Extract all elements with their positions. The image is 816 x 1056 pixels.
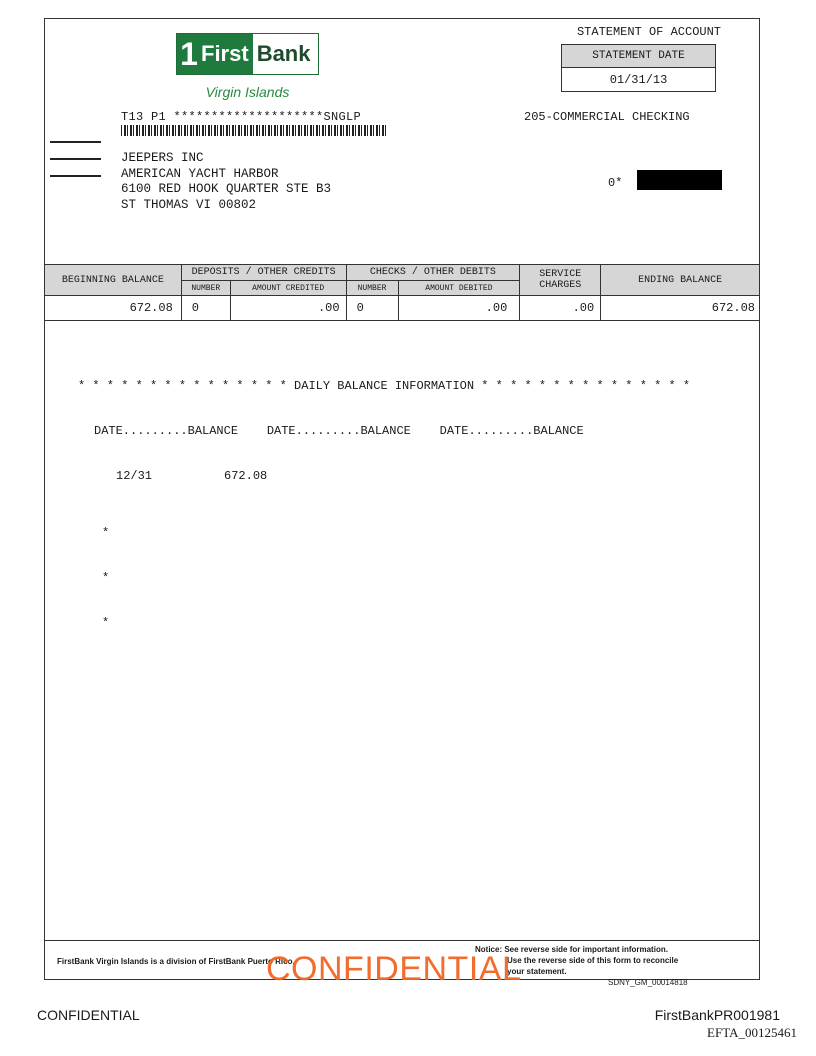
daily-balance-header: DATE.........BALANCE DATE.........BALANCE DATE.........BALANCE bbox=[94, 424, 584, 438]
logo-bank: Bank bbox=[253, 34, 311, 74]
daily-balance-banner: * * * * * * * * * * * * * * * DAILY BALANCE INFORMATION * * * * * * * * * * * * * * * bbox=[78, 379, 691, 393]
redaction-bar bbox=[637, 170, 722, 190]
mail-code-line: T13 P1 ********************SNGLP bbox=[121, 110, 362, 124]
balance-summary-table bbox=[44, 264, 760, 321]
logo-numeral: 1 bbox=[177, 34, 201, 74]
address-line-3: ST THOMAS VI 00802 bbox=[121, 197, 257, 212]
bates-number: FirstBankPR001981 bbox=[654, 1007, 780, 1023]
address-block bbox=[121, 151, 331, 213]
daily-balance-row: 12/31 672.08 bbox=[116, 469, 268, 483]
amount-debited-header: AMOUNT DEBITED bbox=[398, 281, 520, 296]
notice-line-2: Use the reverse side of this form to reconcile bbox=[507, 956, 679, 965]
continuation-star: * bbox=[102, 616, 110, 630]
confidential-label: CONFIDENTIAL bbox=[37, 1007, 140, 1023]
logo-first: First bbox=[201, 34, 253, 74]
service-charges-header: SERVICE CHARGES bbox=[520, 265, 601, 296]
statement-date-box bbox=[561, 44, 716, 92]
continuation-star: * bbox=[102, 571, 110, 585]
ending-balance-value: 672.08 bbox=[601, 296, 760, 321]
beginning-balance-header: BEGINNING BALANCE bbox=[45, 265, 182, 296]
daily-balance-section bbox=[78, 349, 690, 646]
ending-balance-header: ENDING BALANCE bbox=[601, 265, 760, 296]
notice-line-3: your statement. bbox=[507, 967, 567, 976]
confidential-stamp: CONFIDENTIAL bbox=[266, 950, 522, 988]
checks-number-header: NUMBER bbox=[346, 281, 398, 296]
amount-debited-value: .00 bbox=[398, 296, 520, 321]
deposits-number-value: 0 bbox=[181, 296, 230, 321]
statement-date-value: 01/31/13 bbox=[609, 73, 668, 87]
division-note: FirstBank Virgin Islands is a division of FirstBank Puerto Rico. bbox=[57, 957, 295, 966]
checks-header: CHECKS / OTHER DEBITS bbox=[346, 265, 520, 281]
postal-barcode bbox=[121, 125, 387, 136]
address-line-2: 6100 RED HOOK QUARTER STE B3 bbox=[121, 182, 332, 196]
beginning-balance-value: 672.08 bbox=[45, 296, 182, 321]
service-charges-value: .00 bbox=[520, 296, 601, 321]
account-number-prefix: 0* bbox=[608, 176, 623, 190]
fold-mark bbox=[50, 141, 101, 143]
notice-line-1: Notice: See reverse side for important information. bbox=[475, 945, 668, 954]
firstbank-logo bbox=[176, 33, 319, 75]
amount-credited-value: .00 bbox=[230, 296, 346, 321]
fold-mark bbox=[50, 175, 101, 177]
efta-number: EFTA_00125461 bbox=[707, 1025, 797, 1040]
deposits-header: DEPOSITS / OTHER CREDITS bbox=[181, 265, 346, 281]
bates-number-small: SDNY_GM_00014818 bbox=[608, 978, 688, 987]
statement-title: STATEMENT OF ACCOUNT bbox=[576, 25, 721, 39]
statement-date-label: STATEMENT DATE bbox=[562, 45, 715, 68]
amount-credited-header: AMOUNT CREDITED bbox=[230, 281, 346, 296]
fold-mark bbox=[50, 158, 101, 160]
continuation-star: * bbox=[102, 526, 110, 540]
address-line-1: AMERICAN YACHT HARBOR bbox=[121, 166, 279, 181]
account-type: 205-COMMERCIAL CHECKING bbox=[524, 110, 690, 124]
logo-region: Virgin Islands bbox=[205, 84, 290, 100]
customer-name: JEEPERS INC bbox=[121, 151, 204, 165]
deposits-number-header: NUMBER bbox=[181, 281, 230, 296]
footer-divider bbox=[44, 940, 760, 941]
checks-number-value: 0 bbox=[346, 296, 398, 321]
